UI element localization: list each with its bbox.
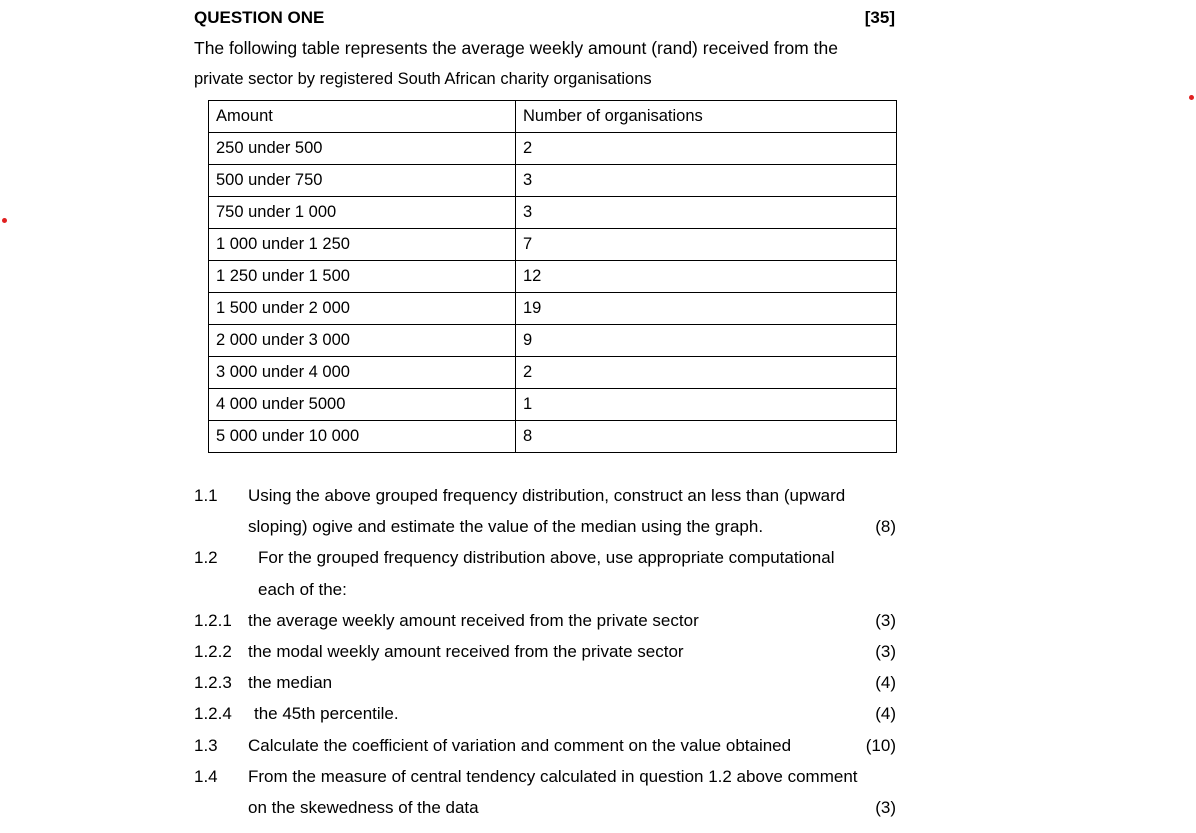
amount-cell: 250 under 500	[209, 133, 516, 165]
annotation-dot-right	[1189, 95, 1194, 100]
q1-1-marks: (8)	[875, 517, 896, 536]
q1-1-line-2: sloping) ogive and estimate the value of the median using the graph.	[248, 517, 764, 536]
q1-2-number: 1.2	[194, 548, 218, 567]
q1-1-line-1: Using the above grouped frequency distribution, construct an less than (upward	[248, 486, 846, 505]
table-row	[209, 165, 897, 197]
amount-cell: 1 500 under 2 000	[209, 293, 516, 325]
table-row	[209, 357, 897, 389]
count-cell: 3	[516, 165, 897, 197]
table-header-row	[209, 101, 897, 133]
table-row	[209, 325, 897, 357]
table-row	[209, 261, 897, 293]
table-row	[209, 389, 897, 421]
q1-3-number: 1.3	[194, 736, 218, 755]
q1-2-3-text: the median	[248, 673, 333, 692]
amount-cell: 2 000 under 3 000	[209, 325, 516, 357]
count-cell: 8	[516, 421, 897, 453]
question-title: QUESTION ONE	[194, 8, 325, 27]
q1-2-3-number: 1.2.3	[194, 673, 232, 692]
intro-line-2: private sector by registered South African charity organisations	[194, 70, 652, 88]
amount-cell: 1 250 under 1 500	[209, 261, 516, 293]
intro-line-1: The following table represents the average weekly amount (rand) received from the	[194, 38, 838, 58]
q1-2-4-number: 1.2.4	[194, 704, 232, 723]
count-cell: 19	[516, 293, 897, 325]
total-marks: [35]	[864, 8, 895, 27]
amount-cell: 500 under 750	[209, 165, 516, 197]
count-cell: 9	[516, 325, 897, 357]
q1-2-1-marks: (3)	[875, 611, 896, 630]
q1-2-2-text: the modal weekly amount received from the private sector	[248, 642, 684, 661]
table-row	[209, 133, 897, 165]
q1-2-4-text: the 45th percentile.	[254, 704, 399, 723]
count-cell: 2	[516, 357, 897, 389]
q1-2-3-marks: (4)	[875, 673, 896, 692]
q1-3-marks: (10)	[865, 736, 896, 755]
q1-2-2-number: 1.2.2	[194, 642, 232, 661]
q1-2-line-2: each of the:	[258, 580, 347, 599]
q1-2-1-text: the average weekly amount received from the private sector	[248, 611, 699, 630]
count-cell: 12	[516, 261, 897, 293]
count-cell: 7	[516, 229, 897, 261]
amount-cell: Amount	[209, 101, 516, 133]
count-cell: Number of organisations	[516, 101, 897, 133]
amount-cell: 3 000 under 4 000	[209, 357, 516, 389]
q1-2-2-marks: (3)	[875, 642, 896, 661]
annotation-dot-left	[2, 218, 7, 223]
count-cell: 3	[516, 197, 897, 229]
amount-cell: 750 under 1 000	[209, 197, 516, 229]
q1-4-line-2: on the skewedness of the data	[248, 798, 479, 817]
q1-4-number: 1.4	[194, 767, 218, 786]
table-row	[209, 293, 897, 325]
q1-1-number: 1.1	[194, 486, 218, 505]
q1-4-marks: (3)	[875, 798, 896, 817]
q1-4-line-1: From the measure of central tendency calculated in question 1.2 above comment	[248, 767, 858, 786]
table-row	[209, 229, 897, 261]
table-row	[209, 421, 897, 453]
q1-2-1-number: 1.2.1	[194, 611, 232, 630]
count-cell: 1	[516, 389, 897, 421]
q1-3-text: Calculate the coefficient of variation and comment on the value obtained	[248, 736, 792, 755]
q1-2-4-marks: (4)	[875, 704, 896, 723]
amount-cell: 4 000 under 5000	[209, 389, 516, 421]
frequency-table	[208, 100, 897, 453]
amount-cell: 1 000 under 1 250	[209, 229, 516, 261]
amount-cell: 5 000 under 10 000	[209, 421, 516, 453]
count-cell: 2	[516, 133, 897, 165]
q1-2-line-1: For the grouped frequency distribution above, use appropriate computational	[258, 548, 835, 567]
table-row	[209, 197, 897, 229]
